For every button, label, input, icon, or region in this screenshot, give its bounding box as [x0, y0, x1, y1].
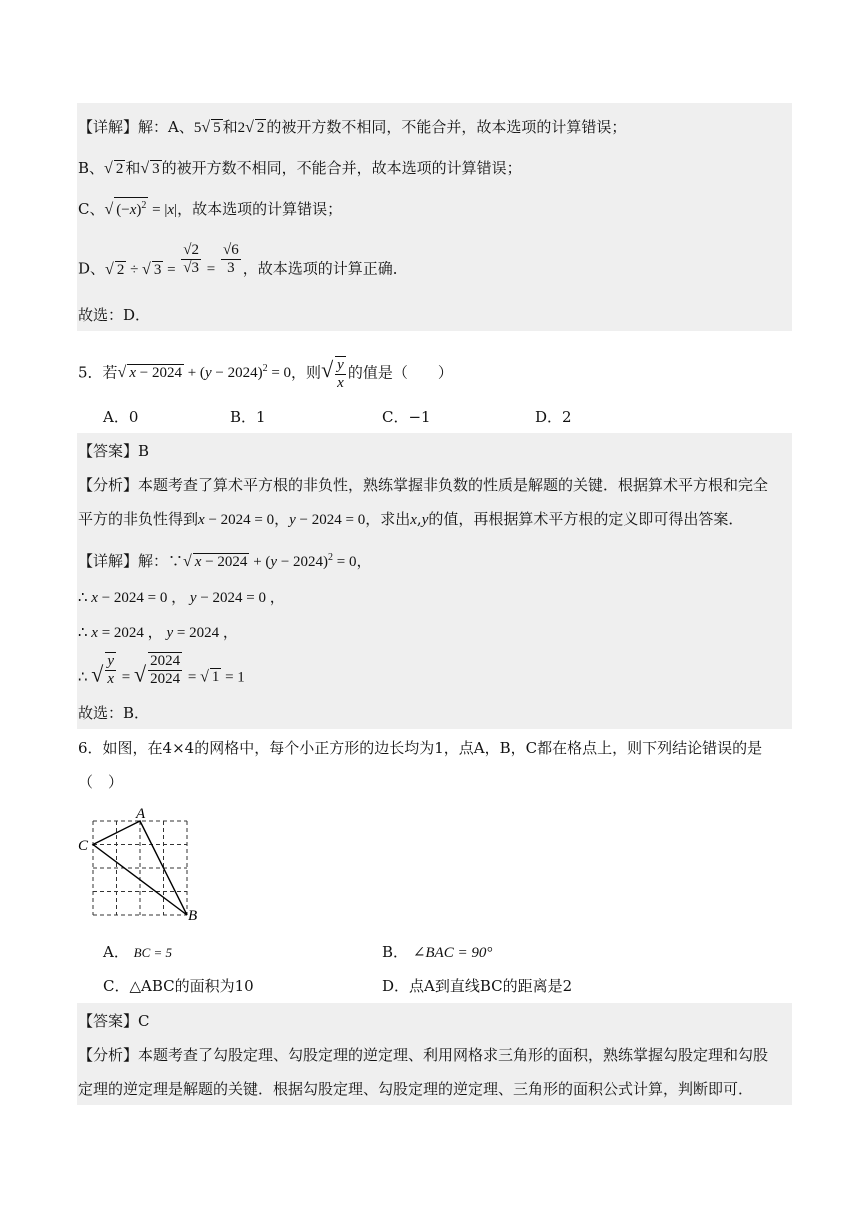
q5-analysis-2a: 平方的非负性得到: [78, 510, 199, 528]
q5-analysis-line2: 平方的非负性得到x − 2024 = 0，y − 2024 = 0，求出x,y的值，再根据算术平方根的定义即可得出答案．: [78, 510, 744, 528]
math-5sqrt5: 5√ 5: [193, 119, 221, 136]
q4-c-label: C、: [78, 200, 105, 218]
q4-detail-line-d: D、√ 2 ÷ √ 3 = $\frac{√2}{√3}$ = $\frac{√6}{3}$ ，故本选项的计算正确．: [78, 242, 408, 278]
q4-b-label: B、: [78, 159, 105, 177]
q5-option-b: B．1: [230, 408, 266, 426]
q6-option-a: [103, 942, 172, 963]
q5-option-a: A．0: [103, 408, 139, 426]
q5-mid: ，则: [291, 363, 322, 382]
q4-detail-line-c: [78, 197, 342, 220]
q6-option-b-label: B．: [382, 943, 409, 961]
q4-detail-a-intro: 【详解】解：A、: [78, 118, 194, 136]
q5-analysis-2c: 的值，再根据算术平方根的定义即可得出答案．: [428, 510, 744, 528]
q4-detail-line-b: [78, 158, 522, 179]
q5-analysis-line1: 【分析】本题考查了算术平方根的非负性，熟练掌握非负数的性质是解题的关键．根据算术平方根和完全: [78, 476, 769, 494]
q5-detail-line4: ∴ √ $\frac{y}{x}$ = √ $\frac{2024}{2024}$ = √ 1 = 1: [78, 653, 245, 687]
label-a: A: [136, 806, 146, 822]
q4-a-text: 的被开方数不相同，不能合并，故本选项的计算错误；: [266, 118, 627, 136]
q4-c-text: ，故本选项的计算错误；: [177, 200, 343, 218]
math-2sqrt2: 2√ 2: [237, 119, 265, 136]
q5-stem: [78, 356, 453, 392]
q5-answer: 【答案】B: [78, 442, 150, 460]
q4-choice: 故选：D．: [78, 306, 151, 324]
q6-option-b: [382, 942, 492, 963]
math-sqrt-y-over-x: √ $\frac{y}{x}$: [321, 357, 344, 391]
q6-option-a-math: BC = 5: [133, 945, 173, 960]
label-b: B: [188, 908, 198, 923]
q6-option-a-label: A．: [103, 943, 129, 961]
q4-b-text: 的被开方数不相同，不能合并，故本选项的计算错误；: [161, 159, 522, 177]
q5-detail-line3: ∴ x = 2024 ， y = 2024 ，: [78, 625, 238, 641]
q5-detail-line1: 【详解】解：∵√ $x - 2024 + (y - 2024)^2 = 0$，: [78, 552, 372, 570]
q5-analysis-2b: ，求出: [365, 510, 411, 528]
math-y: y: [421, 512, 429, 528]
q5-choice: 故选：B．: [78, 704, 150, 722]
q6-answer: 【答案】C: [78, 1012, 150, 1030]
q5-option-c: C．−1: [382, 408, 431, 426]
q5-option-d: D．2: [535, 408, 572, 426]
math-frac-sqrt2-sqrt3: $\frac{√2}{√3}$: [183, 242, 200, 276]
math-y-eq: y − 2024 = 0: [289, 512, 366, 528]
math-q5-given: √ $x - 2024 + (y - 2024)^2 = 0$: [183, 552, 357, 570]
label-c: C: [78, 838, 89, 854]
q4-b-and: 和: [125, 159, 141, 177]
q4-a-and: 和: [222, 118, 238, 136]
math-sqrt2-div-sqrt3: √ 2 ÷ √ 3 =: [105, 260, 180, 278]
q6-stem-line2: （ ）: [78, 773, 124, 791]
q6-analysis-line2: 定理的逆定理是解题的关键．根据勾股定理、勾股定理的逆定理、三角形的面积公式计算，判断即可．: [78, 1080, 754, 1098]
math-q5-condition: √ $x - 2024 + (y - 2024)^2 = 0$: [117, 363, 292, 382]
q6-option-c: C．△ABC的面积为10: [103, 977, 254, 995]
q6-stem-line1: 6．如图，在4×4的网格中，每个小正方形的边长均为1，点A，B，C都在格点上，则下列结论错误的是: [78, 739, 763, 757]
math-frac-sqrt6-3: $\frac{√6}{3}$: [223, 242, 239, 276]
q6-option-b-math: ∠BAC = 90°: [412, 945, 493, 961]
q4-d-text: ，故本选项的计算正确．: [242, 259, 408, 278]
q6-grid-figure: [75, 803, 215, 923]
math-x-eq: x − 2024 = 0: [198, 512, 275, 528]
q6-analysis-line1: 【分析】本题考查了勾股定理、勾股定理的逆定理、利用网格求三角形的面积，熟练掌握勾股定理和勾股: [78, 1046, 769, 1064]
q5-detail-line2: ∴ x − 2024 = 0 ， y − 2024 = 0 ，: [78, 590, 285, 606]
math-sqrt-neg-x-squared: √ $(-x)^2 = |x|$: [104, 202, 177, 218]
q6-option-d: D．点A到直线BC的距离是2: [382, 977, 573, 995]
q5-tail: 的值是（ ）: [347, 363, 453, 382]
q5-detail-intro: 【详解】解：∵: [78, 552, 184, 570]
q4-detail-line-a: [78, 117, 626, 138]
math-sqrt3: √ 3: [140, 160, 160, 177]
math-sqrt2: √ 2: [104, 160, 124, 177]
grid-lines: [93, 821, 187, 915]
q5-number: 5．若: [78, 363, 118, 382]
q4-d-label: D、: [78, 259, 106, 278]
math-xy: x: [410, 512, 417, 528]
